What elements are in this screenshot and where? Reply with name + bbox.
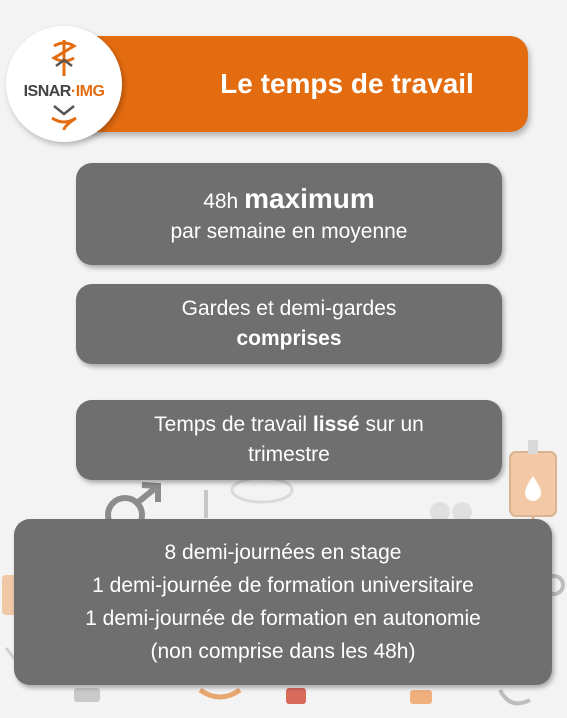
card-hours-emphasis: maximum xyxy=(244,183,375,214)
card-hours-line1 xyxy=(76,181,502,217)
card-gardes-emphasis: comprises xyxy=(236,327,342,350)
logo-text-dot: · xyxy=(70,83,76,100)
bottom-left-icon xyxy=(74,688,100,702)
caduceus-icon xyxy=(42,36,86,80)
card-hours xyxy=(76,163,502,265)
iv-bag-icon xyxy=(510,440,556,530)
card-lisse-line1 xyxy=(76,410,502,440)
card-lisse xyxy=(76,400,502,480)
card-split-line: (non comprise dans les 48h) xyxy=(150,640,416,663)
card-hours-line2: par semaine en moyenne xyxy=(170,220,408,243)
card-lisse-suffix: sur un xyxy=(359,413,424,436)
eye-icon xyxy=(232,478,292,502)
card-lisse-emphasis: lissé xyxy=(312,413,360,436)
card-split-line: 1 demi-journée de formation universitaire xyxy=(92,574,474,597)
card-gardes xyxy=(76,284,502,364)
card-lisse-prefix: Temps de travail xyxy=(154,413,313,436)
logo xyxy=(6,26,122,142)
caduceus-tail-icon xyxy=(46,102,82,132)
bandage-icon xyxy=(200,690,240,697)
card-split-line: 8 demi-journées en stage xyxy=(164,541,402,564)
bottom-red-icon xyxy=(286,688,306,704)
card-split-line: 1 demi-journée de formation en autonomie xyxy=(85,607,481,630)
card-split xyxy=(14,519,552,685)
page-title: Le temps de travail xyxy=(220,68,474,99)
card-lisse-line2: trimestre xyxy=(248,443,330,466)
card-hours-prefix: 48h xyxy=(203,190,245,213)
logo-text-img: IMG xyxy=(75,83,105,100)
bottom-orange-icon xyxy=(410,690,432,704)
logo-text-isnar: ISNAR xyxy=(23,83,71,100)
card-gardes-line1: Gardes et demi-gardes xyxy=(181,297,397,320)
